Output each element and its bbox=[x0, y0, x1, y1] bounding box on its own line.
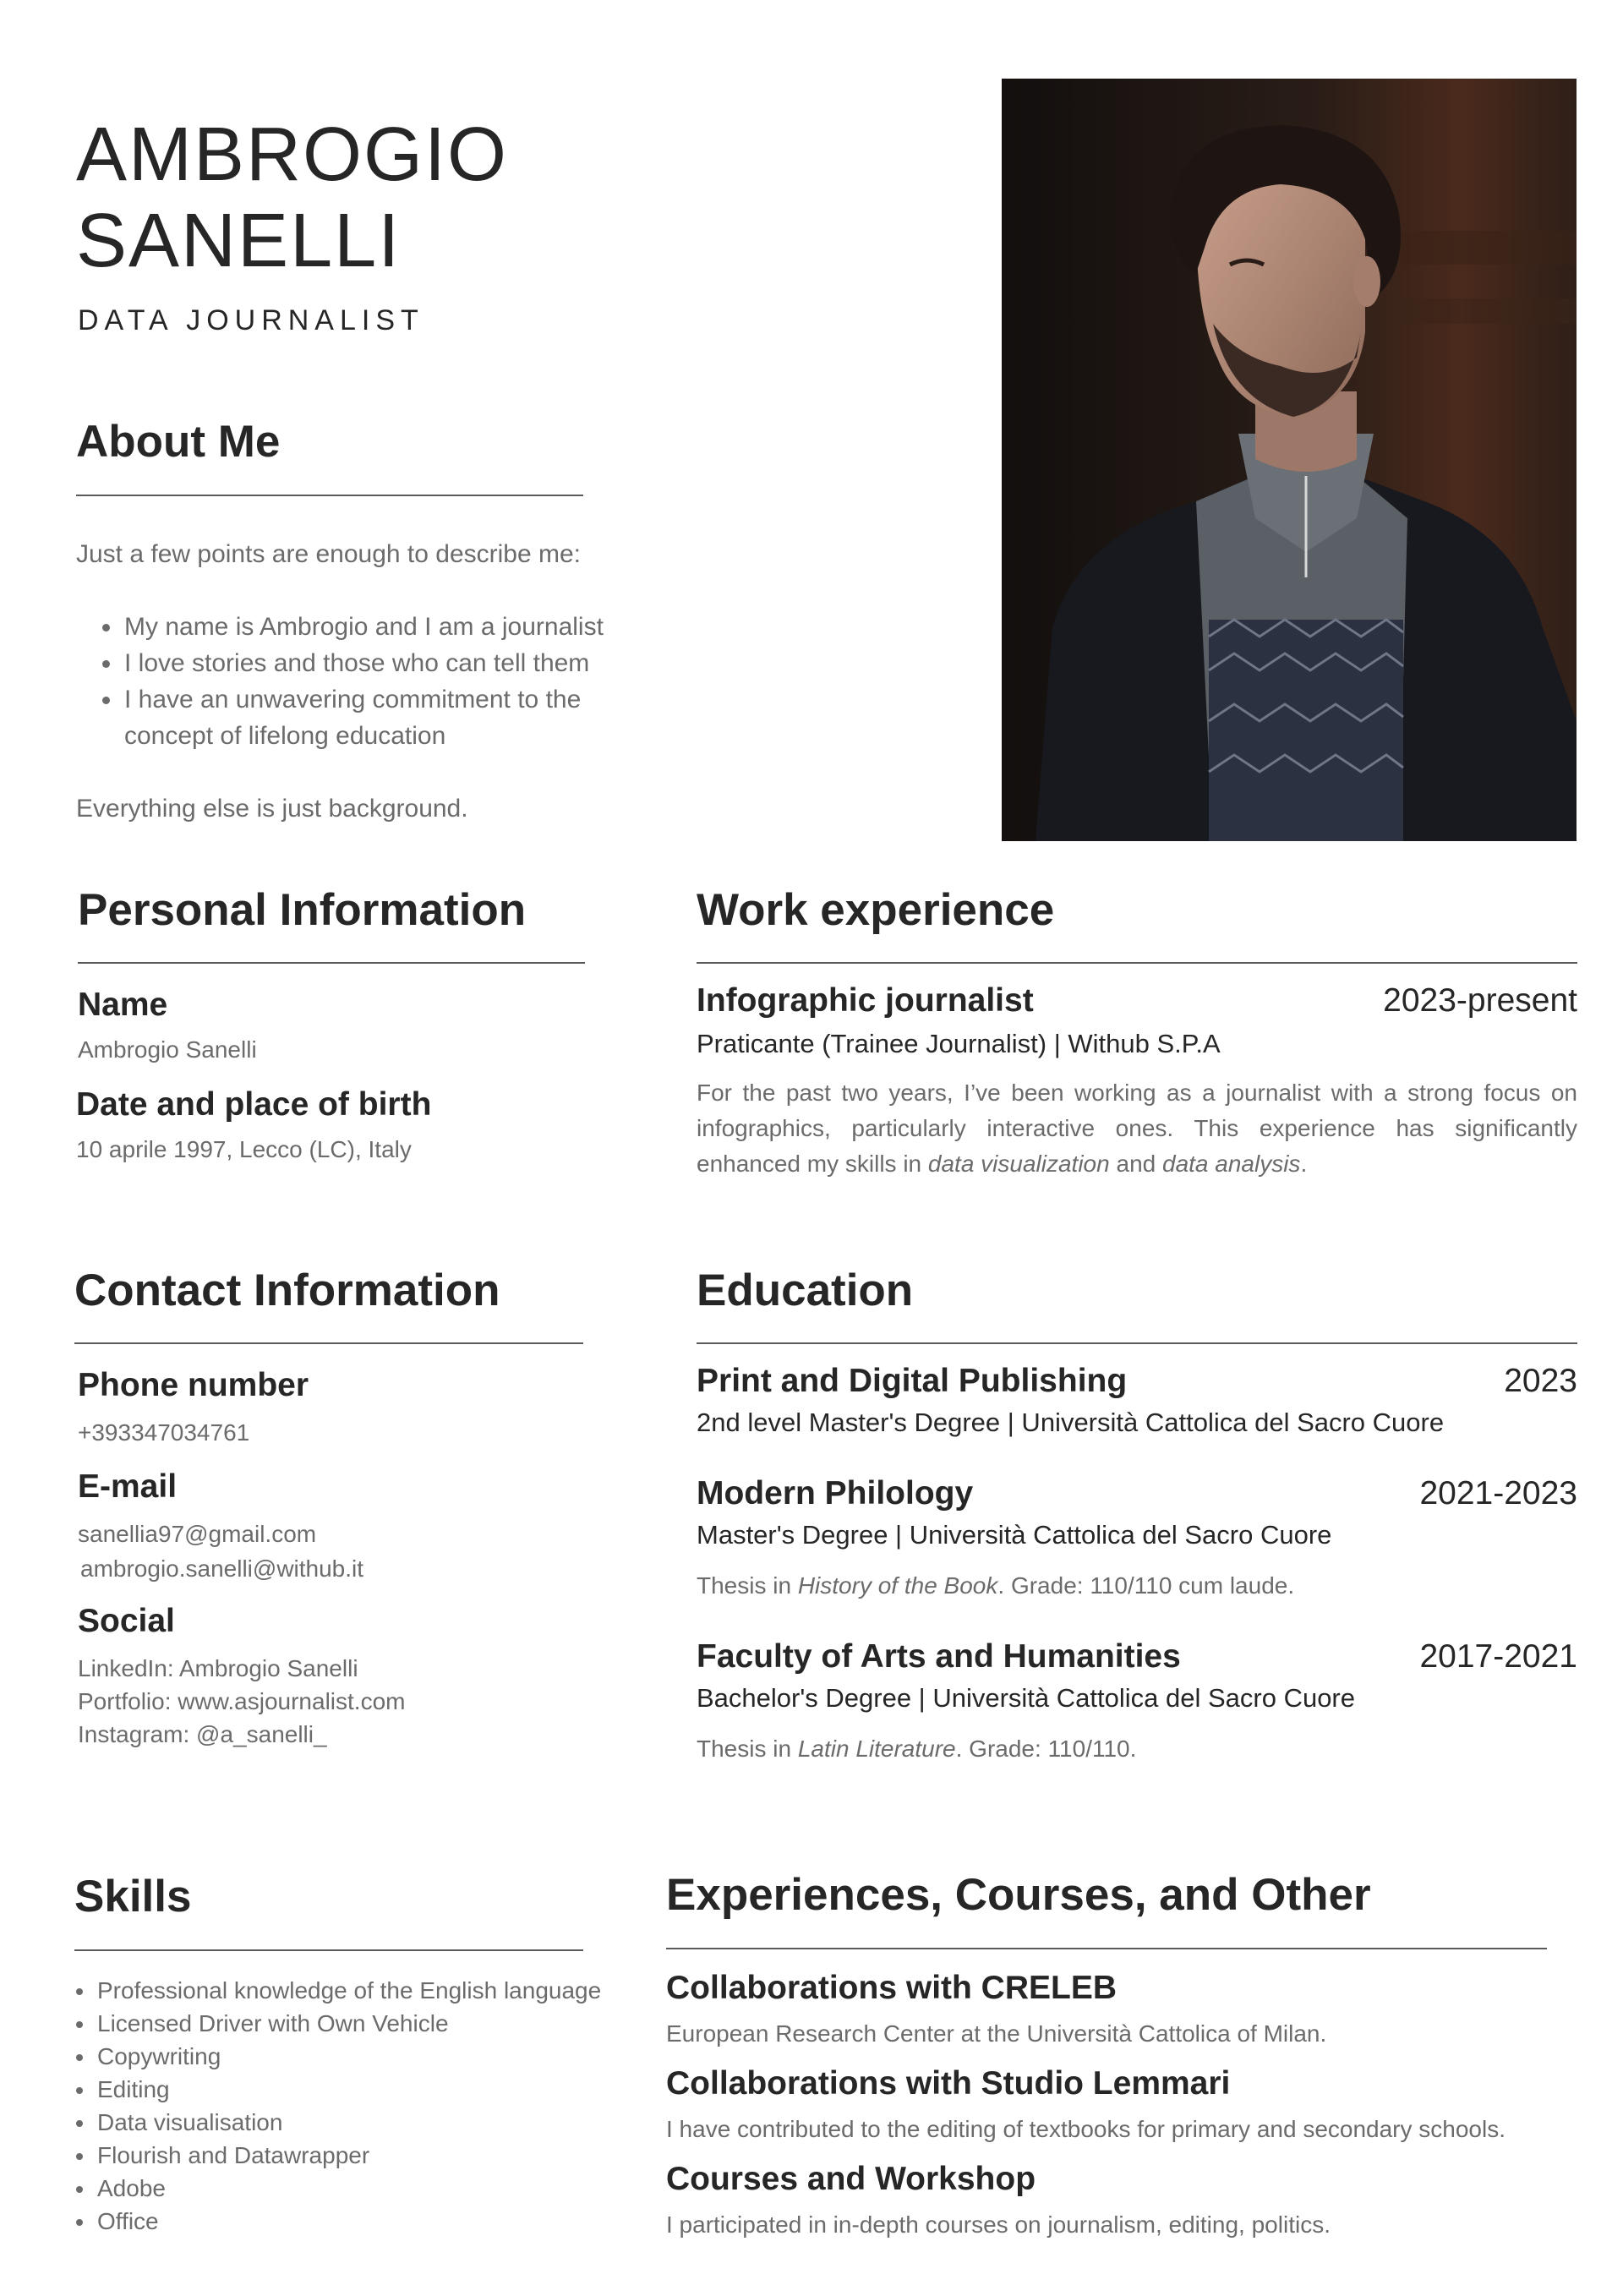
skill-item: • Editing bbox=[96, 2073, 687, 2106]
work-title: Work experience bbox=[697, 885, 1055, 935]
education-item-title: Modern Philology bbox=[697, 1475, 974, 1512]
about-section-body bbox=[76, 536, 651, 827]
education-item-thesis: Thesis in Latin Literature. Grade: 110/110. bbox=[697, 1736, 1137, 1762]
education-item-title: Print and Digital Publishing bbox=[697, 1363, 1128, 1399]
name-label: Name bbox=[78, 987, 168, 1023]
social-label: Social bbox=[78, 1603, 175, 1639]
last-name: SANELLI bbox=[76, 199, 402, 283]
education-item-title: Faculty of Arts and Humanities bbox=[697, 1638, 1181, 1675]
email-primary[interactable]: sanellia97@gmail.com bbox=[78, 1521, 317, 1547]
education-item-year: 2023 bbox=[1504, 1363, 1577, 1399]
about-divider bbox=[76, 495, 583, 496]
skill-item: • Adobe bbox=[96, 2172, 687, 2205]
other-item-desc: European Research Center at the Università Cattolica of Milan. bbox=[666, 2020, 1327, 2047]
education-item-degree: Bachelor's Degree | Università Cattolica del Sacro Cuore bbox=[697, 1683, 1355, 1713]
social-links bbox=[78, 1652, 405, 1751]
contact-divider bbox=[74, 1342, 583, 1344]
portrait-illustration bbox=[1002, 79, 1577, 841]
personal-divider bbox=[78, 962, 585, 964]
work-company: Praticante (Trainee Journalist) | Withub S.P.A bbox=[697, 1029, 1221, 1058]
email-secondary[interactable]: ambrogio.sanelli@withub.it bbox=[80, 1555, 364, 1582]
about-point: • My name is Ambrogio and I am a journalist bbox=[123, 609, 651, 645]
education-divider bbox=[697, 1342, 1577, 1344]
phone-label: Phone number bbox=[78, 1367, 309, 1403]
contact-title: Contact Information bbox=[74, 1266, 500, 1315]
about-point: • I love stories and those who can tell them bbox=[123, 645, 651, 681]
work-description: For the past two years, I’ve been working as a journalist with a strong focus on infographics, particularly interactive ones. This experience has significantly enhanced my skills in data visualization and data analysis. bbox=[697, 1080, 1577, 1177]
personal-title: Personal Information bbox=[78, 885, 527, 935]
first-name: AMBROGIO bbox=[76, 112, 509, 197]
about-outro: Everything else is just background. bbox=[76, 795, 468, 823]
name-value: Ambrogio Sanelli bbox=[78, 1036, 257, 1063]
instagram-link[interactable]: Instagram: @a_sanelli_ bbox=[78, 1721, 327, 1747]
phone-value: +393347034761 bbox=[78, 1419, 250, 1446]
education-title: Education bbox=[697, 1266, 914, 1315]
linkedin-link[interactable]: LinkedIn: Ambrogio Sanelli bbox=[78, 1655, 358, 1681]
work-role: Infographic journalist bbox=[697, 982, 1034, 1019]
education-item-degree: Master's Degree | Università Cattolica del Sacro Cuore bbox=[697, 1520, 1332, 1550]
birth-value: 10 aprile 1997, Lecco (LC), Italy bbox=[76, 1136, 412, 1162]
other-item-desc: I participated in in-depth courses on journalism, editing, politics. bbox=[666, 2211, 1331, 2238]
birth-label: Date and place of birth bbox=[76, 1086, 432, 1123]
skills-divider bbox=[74, 1949, 583, 1951]
education-item-thesis: Thesis in History of the Book. Grade: 110/110 cum laude. bbox=[697, 1572, 1295, 1599]
about-point: • I have an unwavering commitment to the concept of lifelong education bbox=[123, 681, 615, 754]
skill-item: • Flourish and Datawrapper bbox=[96, 2139, 687, 2172]
work-divider bbox=[697, 962, 1577, 964]
education-item-year: 2017-2021 bbox=[1419, 1638, 1577, 1675]
email-label: E-mail bbox=[78, 1468, 178, 1505]
portfolio-link[interactable]: Portfolio: www.asjournalist.com bbox=[78, 1688, 406, 1714]
skill-item: • Copywriting bbox=[96, 2040, 687, 2073]
work-period: 2023-present bbox=[1383, 982, 1577, 1019]
other-item-title: Collaborations with Studio Lemmari bbox=[666, 2065, 1231, 2102]
education-item-degree: 2nd level Master's Degree | Università Cattolica del Sacro Cuore bbox=[697, 1408, 1445, 1437]
skill-item: • Licensed Driver with Own Vehicle bbox=[96, 2007, 687, 2040]
other-item-title: Collaborations with CRELEB bbox=[666, 1970, 1118, 2006]
profile-photo bbox=[1002, 79, 1577, 841]
other-divider bbox=[666, 1948, 1547, 1949]
skill-item: • Office bbox=[96, 2205, 687, 2238]
skill-item: • Professional knowledge of the English language bbox=[96, 1974, 687, 2007]
skill-item: • Data visualisation bbox=[96, 2106, 687, 2139]
education-item-year: 2021-2023 bbox=[1419, 1475, 1577, 1512]
about-list bbox=[76, 609, 651, 754]
job-title: DATA JOURNALIST bbox=[78, 304, 424, 336]
about-title: About Me bbox=[76, 417, 281, 467]
skills-title: Skills bbox=[74, 1872, 192, 1922]
other-item-title: Courses and Workshop bbox=[666, 2161, 1036, 2197]
other-title: Experiences, Courses, and Other bbox=[666, 1870, 1371, 1920]
other-item-desc: I have contributed to the editing of textbooks for primary and secondary schools. bbox=[666, 2116, 1506, 2142]
about-intro: Just a few points are enough to describe me: bbox=[76, 540, 582, 568]
skills-list bbox=[49, 1974, 687, 2238]
